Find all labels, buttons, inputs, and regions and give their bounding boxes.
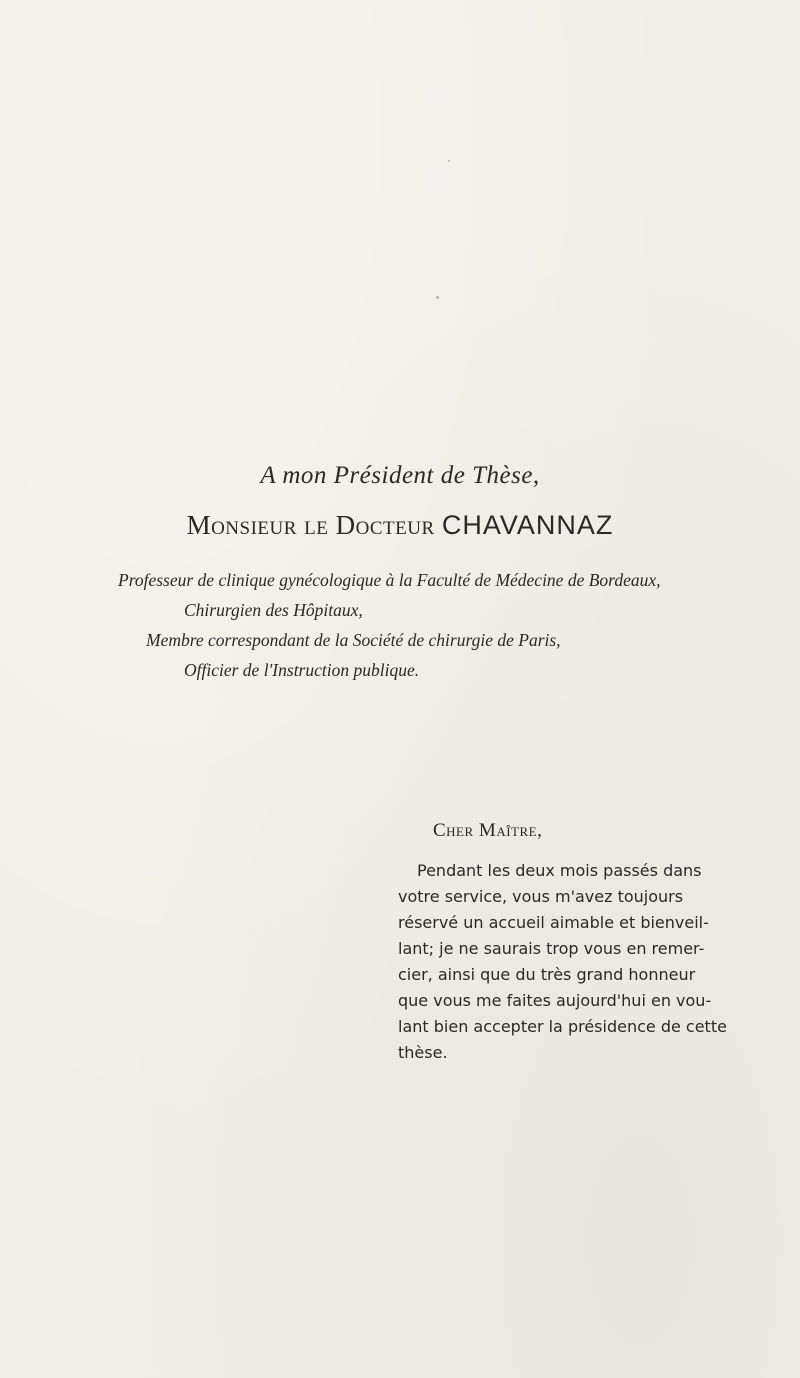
honorific: Monsieur le Docteur [186, 510, 435, 540]
dedication-heading: A mon Président de Thèse, [260, 462, 540, 489]
recipient-titles [118, 565, 718, 685]
letter-line: que vous me faites aujourd'hui en vou- [398, 991, 712, 1010]
paper-speck [436, 296, 439, 299]
title-line: Membre correspondant de la Société de chirurgie de Paris, [146, 630, 561, 650]
letter-line: cier, ainsi que du très grand honneur [398, 965, 696, 984]
title-line: Professeur de clinique gynécologique à la Faculté de Médecine de Bordeaux, [118, 570, 661, 590]
letter-line: votre service, vous m'avez toujours [398, 887, 684, 906]
title-line: Chirurgien des Hôpitaux, [184, 600, 363, 620]
letter-line: Pendant les deux mois passés dans [417, 861, 702, 880]
surname: CHAVANNAZ [441, 510, 614, 540]
letter-line: réservé un accueil aimable et bienveil- [398, 913, 709, 932]
letter-line: lant bien accepter la présidence de cette [398, 1017, 727, 1036]
letter-line: thèse. [398, 1043, 448, 1062]
letter-body [398, 858, 728, 1066]
salutation: Cher Maître, [433, 820, 543, 841]
letter-line: lant; je ne saurais trop vous en remer- [398, 939, 705, 958]
title-line: Officier de l'Instruction publique. [184, 660, 420, 680]
paper-speck [448, 160, 450, 162]
recipient-name [0, 510, 800, 541]
